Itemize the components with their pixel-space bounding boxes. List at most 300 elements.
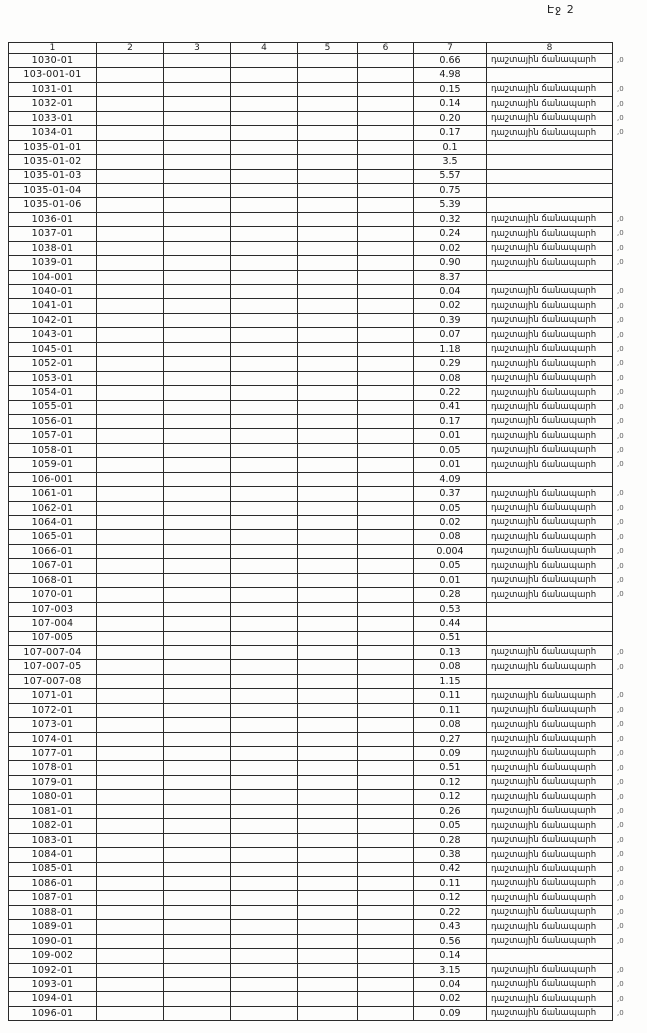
empty-cell [164,573,231,587]
empty-cell [298,530,358,544]
code-cell: 1039-01 [9,256,97,270]
code-cell: 1074-01 [9,732,97,746]
value-cell: 0.02 [414,241,487,255]
empty-cell [298,126,358,140]
empty-cell [97,674,164,688]
empty-cell [97,617,164,631]
edge-mark: ,0 [617,806,624,815]
edge-mark: ,0 [617,893,624,902]
value-cell: 0.08 [414,530,487,544]
empty-cell [97,602,164,616]
column-header: 7 [414,43,487,54]
empty-cell [358,530,414,544]
code-cell: 1041-01 [9,299,97,313]
empty-cell [164,1006,231,1020]
empty-cell [298,934,358,948]
table-row [9,949,639,963]
label-cell: դաշտային ճանապարհ [487,227,613,241]
table-row [9,703,639,717]
empty-cell [97,111,164,125]
empty-cell [164,212,231,226]
empty-cell [298,516,358,530]
empty-cell [358,544,414,558]
empty-cell [231,703,298,717]
table-row [9,357,639,371]
code-cell: 1035-01-06 [9,198,97,212]
empty-cell [358,183,414,197]
value-cell: 0.13 [414,645,487,659]
empty-cell [164,54,231,68]
empty-cell [298,472,358,486]
empty-cell [358,126,414,140]
empty-cell [298,588,358,602]
edge-mark [613,949,639,963]
empty-cell [164,761,231,775]
label-cell: դաշտային ճանապարհ [487,501,613,515]
empty-cell [231,256,298,270]
table-row [9,516,639,530]
table-row [9,790,639,804]
value-cell: 0.05 [414,559,487,573]
empty-cell [164,82,231,96]
empty-cell [231,227,298,241]
empty-cell [358,891,414,905]
empty-cell [298,241,358,255]
label-cell: դաշտային ճանապարհ [487,573,613,587]
empty-cell [164,876,231,890]
empty-cell [164,689,231,703]
edge-mark: ,0 [617,128,624,137]
empty-cell [298,674,358,688]
empty-cell [164,487,231,501]
empty-cell [358,934,414,948]
code-cell: 1059-01 [9,458,97,472]
empty-cell [97,573,164,587]
label-cell: դաշտային ճանապարհ [487,443,613,457]
table-row [9,183,639,197]
table-row [9,573,639,587]
empty-cell [358,573,414,587]
empty-cell [164,905,231,919]
empty-cell [231,573,298,587]
value-cell: 0.01 [414,458,487,472]
empty-cell [231,183,298,197]
code-cell: 1065-01 [9,530,97,544]
label-cell [487,68,613,82]
edge-mark: ,0 [617,749,624,758]
empty-cell [97,833,164,847]
empty-cell [358,386,414,400]
value-cell: 0.04 [414,978,487,992]
empty-cell [164,747,231,761]
empty-cell [97,212,164,226]
label-cell: դաշտային ճանապարհ [487,660,613,674]
label-cell: դաշտային ճանապարհ [487,458,613,472]
value-cell: 0.20 [414,111,487,125]
label-cell: դաշտային ճանապարհ [487,848,613,862]
label-cell: դաշտային ճանապարհ [487,559,613,573]
edge-mark: ,0 [617,908,624,917]
edge-mark: ,0 [617,734,624,743]
value-cell: 0.24 [414,227,487,241]
value-cell: 0.66 [414,54,487,68]
edge-mark: ,0 [617,330,624,339]
empty-cell [164,617,231,631]
label-cell: դաշտային ճանապարհ [487,256,613,270]
empty-cell [358,472,414,486]
empty-cell [97,472,164,486]
empty-cell [298,819,358,833]
empty-cell [358,54,414,68]
empty-cell [298,544,358,558]
empty-cell [231,487,298,501]
empty-cell [97,689,164,703]
empty-cell [231,212,298,226]
edge-mark: ,0 [617,99,624,108]
edge-mark [613,617,639,631]
empty-cell [97,891,164,905]
empty-cell [298,891,358,905]
label-cell [487,602,613,616]
value-cell: 0.004 [414,544,487,558]
empty-cell [231,357,298,371]
empty-cell [358,1006,414,1020]
empty-cell [298,256,358,270]
value-cell: 0.22 [414,905,487,919]
empty-cell [298,313,358,327]
edge-mark: ,0 [617,229,624,238]
label-cell: դաշտային ճանապարհ [487,703,613,717]
empty-cell [358,732,414,746]
empty-cell [358,256,414,270]
label-cell: դաշտային ճանապարհ [487,747,613,761]
empty-cell [298,573,358,587]
empty-cell [358,299,414,313]
empty-cell [97,501,164,515]
empty-cell [231,775,298,789]
code-cell: 109-002 [9,949,97,963]
empty-cell [358,97,414,111]
code-cell: 1094-01 [9,992,97,1006]
empty-cell [358,198,414,212]
edge-mark: ,0 [617,344,624,353]
value-cell: 0.02 [414,516,487,530]
value-cell: 0.43 [414,920,487,934]
data-table [8,42,639,1021]
table-row [9,54,639,68]
value-cell: 0.02 [414,992,487,1006]
empty-cell [358,660,414,674]
empty-cell [97,414,164,428]
table-row [9,458,639,472]
code-cell: 1087-01 [9,891,97,905]
value-cell: 0.12 [414,775,487,789]
empty-cell [358,718,414,732]
empty-cell [358,501,414,515]
empty-cell [298,775,358,789]
label-cell [487,631,613,645]
edge-mark: ,0 [617,518,624,527]
empty-cell [358,631,414,645]
code-cell: 1066-01 [9,544,97,558]
value-cell: 0.09 [414,747,487,761]
code-cell: 1082-01 [9,819,97,833]
empty-cell [164,270,231,284]
empty-cell [164,400,231,414]
empty-cell [298,833,358,847]
empty-cell [358,212,414,226]
empty-cell [97,848,164,862]
table-row [9,313,639,327]
value-cell: 0.42 [414,862,487,876]
edge-mark: ,0 [617,648,624,657]
column-header: 1 [9,43,97,54]
empty-cell [164,140,231,154]
value-cell: 0.08 [414,660,487,674]
empty-cell [298,862,358,876]
code-cell: 1085-01 [9,862,97,876]
empty-cell [231,443,298,457]
empty-cell [231,559,298,573]
table-row [9,1006,639,1020]
empty-cell [97,328,164,342]
value-cell: 0.14 [414,949,487,963]
edge-mark: ,0 [617,922,624,931]
empty-cell [231,285,298,299]
label-cell: դաշտային ճանապարհ [487,400,613,414]
empty-cell [298,414,358,428]
edge-mark: ,0 [617,446,624,455]
empty-cell [231,978,298,992]
empty-cell [97,54,164,68]
code-cell: 1080-01 [9,790,97,804]
value-cell: 4.09 [414,472,487,486]
code-cell: 1035-01-01 [9,140,97,154]
value-cell: 3.5 [414,155,487,169]
empty-cell [164,458,231,472]
label-cell [487,674,613,688]
empty-cell [358,313,414,327]
label-cell: դաշտային ճանապարհ [487,978,613,992]
empty-cell [164,472,231,486]
empty-cell [298,212,358,226]
empty-cell [231,328,298,342]
empty-cell [358,645,414,659]
empty-cell [358,516,414,530]
edge-mark [613,183,639,197]
empty-cell [164,516,231,530]
empty-cell [97,256,164,270]
code-cell: 1045-01 [9,342,97,356]
empty-cell [164,833,231,847]
empty-cell [231,82,298,96]
label-cell: դաշտային ճանապարհ [487,285,613,299]
table-row [9,934,639,948]
empty-cell [231,934,298,948]
empty-cell [97,718,164,732]
edge-mark [613,198,639,212]
edge-mark: ,0 [617,431,624,440]
empty-cell [231,270,298,284]
empty-cell [358,559,414,573]
table-row [9,602,639,616]
empty-cell [298,963,358,977]
code-cell: 1055-01 [9,400,97,414]
label-cell [487,155,613,169]
code-cell: 1089-01 [9,920,97,934]
label-cell: դաշտային ճանապարհ [487,790,613,804]
column-header: 8 [487,43,613,54]
value-cell: 5.39 [414,198,487,212]
empty-cell [97,183,164,197]
label-cell: դաշտային ճանապարհ [487,775,613,789]
empty-cell [358,400,414,414]
empty-cell [358,270,414,284]
table-row [9,111,639,125]
label-cell [487,472,613,486]
empty-cell [97,386,164,400]
edge-mark: ,0 [617,417,624,426]
empty-cell [164,588,231,602]
empty-cell [164,848,231,862]
edge-mark: ,0 [617,590,624,599]
label-cell: դաշտային ճանապարհ [487,487,613,501]
empty-cell [164,299,231,313]
table-body [9,54,639,1021]
value-cell: 0.51 [414,631,487,645]
empty-cell [231,472,298,486]
table-row [9,256,639,270]
empty-cell [231,97,298,111]
empty-cell [231,848,298,862]
empty-cell [298,400,358,414]
empty-cell [164,97,231,111]
empty-cell [358,169,414,183]
empty-cell [358,848,414,862]
empty-cell [298,357,358,371]
edge-mark: ,0 [617,258,624,267]
edge-mark [613,169,639,183]
empty-cell [164,183,231,197]
edge-mark: ,0 [617,388,624,397]
label-cell [487,169,613,183]
column-header: 4 [231,43,298,54]
value-cell: 1.15 [414,674,487,688]
empty-cell [358,414,414,428]
empty-cell [298,54,358,68]
label-cell: դաշտային ճանապարհ [487,313,613,327]
empty-cell [298,848,358,862]
label-cell: դաշտային ճանապարհ [487,934,613,948]
label-cell [487,617,613,631]
value-cell: 0.38 [414,848,487,862]
empty-cell [358,588,414,602]
empty-cell [298,703,358,717]
table-row [9,920,639,934]
value-cell: 0.56 [414,934,487,948]
label-cell: դաշտային ճանապարհ [487,876,613,890]
value-cell: 0.08 [414,371,487,385]
label-cell: դաշտային ճանապարհ [487,212,613,226]
empty-cell [298,270,358,284]
empty-cell [231,54,298,68]
table-row [9,645,639,659]
edge-mark: ,0 [617,243,624,252]
empty-cell [97,270,164,284]
empty-cell [231,313,298,327]
empty-cell [164,501,231,515]
empty-cell [298,342,358,356]
empty-cell [298,183,358,197]
table-row [9,718,639,732]
empty-cell [97,371,164,385]
empty-cell [358,617,414,631]
label-cell: դաշտային ճանապարհ [487,241,613,255]
label-cell: դաշտային ճանապարհ [487,82,613,96]
code-cell: 1040-01 [9,285,97,299]
label-cell: դաշտային ճանապարհ [487,54,613,68]
value-cell: 0.22 [414,386,487,400]
empty-cell [231,718,298,732]
empty-cell [298,386,358,400]
empty-cell [358,285,414,299]
table-row [9,212,639,226]
empty-cell [97,645,164,659]
code-cell: 1031-01 [9,82,97,96]
empty-cell [231,876,298,890]
code-cell: 107-007-04 [9,645,97,659]
header-row [9,43,639,54]
empty-cell [358,443,414,457]
table-row [9,501,639,515]
empty-cell [164,371,231,385]
empty-cell [97,68,164,82]
table-row [9,992,639,1006]
empty-cell [97,905,164,919]
empty-cell [164,992,231,1006]
empty-cell [97,155,164,169]
edge-mark [613,472,639,486]
empty-cell [231,833,298,847]
edge-mark: ,0 [617,301,624,310]
table-row [9,617,639,631]
code-cell: 1079-01 [9,775,97,789]
empty-cell [358,689,414,703]
empty-cell [298,761,358,775]
page-number: Էջ 2 [547,3,575,16]
empty-cell [231,111,298,125]
empty-cell [298,68,358,82]
empty-cell [97,660,164,674]
code-cell: 1033-01 [9,111,97,125]
code-cell: 1096-01 [9,1006,97,1020]
table-row [9,804,639,818]
edge-mark: ,0 [617,821,624,830]
empty-cell [231,530,298,544]
code-cell: 1037-01 [9,227,97,241]
value-cell: 4.98 [414,68,487,82]
table-row [9,169,639,183]
empty-cell [298,747,358,761]
table-row [9,761,639,775]
edge-mark [613,674,639,688]
table-row [9,862,639,876]
table-row [9,660,639,674]
table-row [9,747,639,761]
empty-cell [358,602,414,616]
code-cell: 107-003 [9,602,97,616]
empty-cell [164,241,231,255]
